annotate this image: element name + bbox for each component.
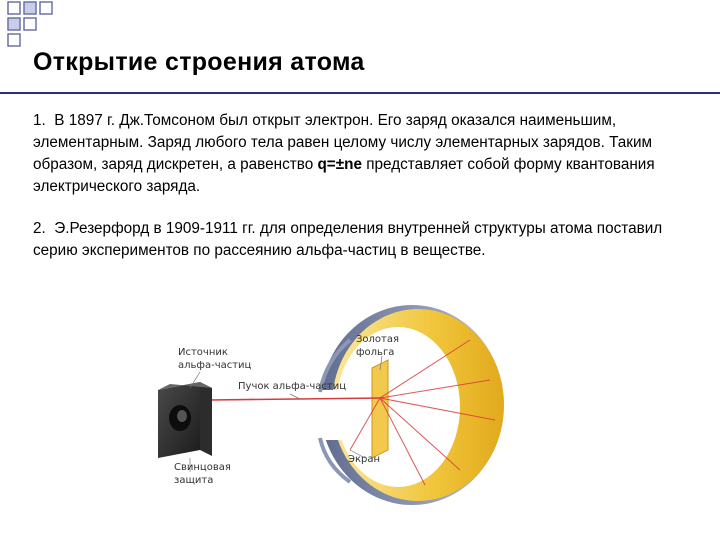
- label-source-line2: альфа-частиц: [178, 360, 252, 371]
- label-shield-line2: защита: [174, 475, 214, 486]
- paragraph-rutherford: [33, 218, 693, 262]
- label-beam: Пучок альфа-частиц: [238, 381, 347, 392]
- label-shield-line1: Свинцовая: [174, 462, 231, 473]
- paragraph-thomson: [33, 110, 693, 198]
- label-source-line1: Источник: [178, 347, 228, 358]
- paragraph-text: Э.Резерфорд в 1909-1911 гг. для определения внутренней структуры атома поставил серию экспериментов по рассеянию альфа-частиц в веществе.: [33, 220, 663, 259]
- page-title: Открытие строения атома: [33, 48, 365, 76]
- alpha-source-box: [158, 382, 212, 458]
- label-screen: Экран: [348, 454, 381, 465]
- paragraph-text-end: представляет собой форму квантования электрического заряда.: [33, 156, 655, 195]
- label-foil-line2: фольга: [356, 347, 395, 358]
- detector-screen-ring: [318, 305, 504, 505]
- rutherford-experiment-diagram: [150, 300, 570, 525]
- charge-formula: q=±ne: [317, 156, 362, 173]
- label-foil-line1: Золотая: [356, 334, 400, 345]
- title-divider: [0, 92, 720, 94]
- paragraph-number: 1.: [33, 112, 46, 129]
- paragraph-text: В 1897 г. Дж.Томсоном был открыт электрон. Его заряд оказался наименьшим, элементарным. Заряд любого тела равен целому числу элементарных зарядов. Таким образом, заряд дискретен, а равенство: [33, 112, 653, 173]
- corner-squares-decoration: [0, 0, 60, 50]
- paragraph-number: 2.: [33, 220, 46, 237]
